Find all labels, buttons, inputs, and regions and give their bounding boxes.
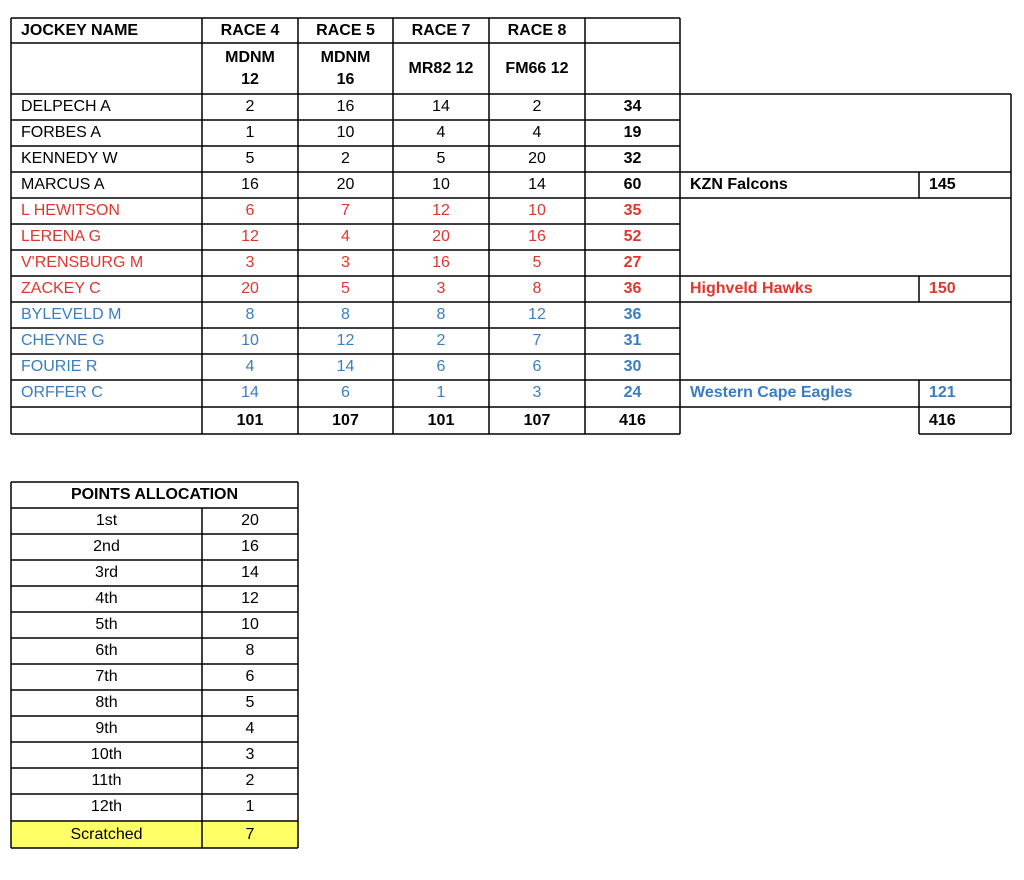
jockey-name: FOURIE R [21,358,98,375]
race-points: 20 [336,176,355,193]
race-points: 8 [341,306,350,323]
points-place: 2nd [93,538,120,555]
race-total: 101 [236,411,264,429]
race-points: 3 [436,280,446,297]
points-place: 11th [91,772,122,789]
race-points: 6 [341,384,350,401]
race-points: 14 [336,358,355,375]
race-total: 107 [523,411,551,429]
race-points: 6 [436,358,446,375]
race-points: 16 [241,176,259,193]
race-points: 8 [245,306,255,323]
race-total: 107 [332,411,359,429]
header-race-class-number-0: 12 [241,71,259,88]
race-points: 14 [241,384,259,401]
jockey-name: MARCUS A [21,176,105,193]
team-name: KZN Falcons [690,176,788,193]
jockey-name: CHEYNE G [21,332,105,349]
race-points: 2 [436,332,446,349]
race-points: 4 [341,228,350,245]
header-race-class-number-1: 16 [336,71,355,88]
race-points: 5 [341,280,350,297]
jockey-total: 32 [623,150,642,167]
points-place: 1st [95,512,118,529]
race-points: 14 [432,98,450,115]
points-value: 7 [245,825,255,843]
race-points: 2 [245,98,255,115]
team-total: 150 [929,280,956,297]
jockey-name: ORFFER C [21,384,103,401]
race-points: 20 [241,280,259,297]
race-points: 16 [528,228,546,245]
points-place: 12th [90,798,123,815]
grand-total: 416 [619,411,646,429]
jockey-total: 19 [623,124,642,141]
points-place: 10th [90,746,123,763]
points-value: 12 [241,590,259,607]
points-allocation-title: POINTS ALLOCATION [70,486,239,503]
race-points: 10 [336,124,355,141]
jockey-total: 31 [623,332,642,349]
race-points: 3 [532,384,542,401]
race-points: 12 [528,306,546,323]
points-value: 14 [241,564,259,581]
points-value: 5 [245,694,255,711]
points-place: 4th [95,590,118,607]
points-value: 20 [241,512,259,529]
race-points: 6 [245,202,255,219]
race-points: 2 [532,98,542,115]
race-points: 10 [528,202,546,219]
race-points: 5 [532,254,542,271]
jockey-total: 24 [623,384,642,401]
race-points: 5 [436,150,446,167]
race-points: 20 [528,150,546,167]
race-points: 4 [532,124,542,141]
jockey-name: LERENA G [21,228,102,245]
jockey-name: BYLEVELD M [21,306,122,323]
teams-grand-total: 416 [929,411,956,429]
race-points: 20 [432,228,450,245]
team-total: 145 [929,176,956,193]
points-place: 7th [95,668,118,685]
race-points: 1 [436,384,446,401]
race-points: 16 [432,254,450,271]
points-value: 8 [245,642,255,659]
team-name: Highveld Hawks [690,280,813,297]
race-points: 2 [341,150,350,167]
header-jockey-name: JOCKEY NAME [21,21,139,39]
header-race-class-2: MR82 12 [408,59,474,77]
jockey-total: 35 [623,202,642,219]
race-points: 12 [336,332,355,349]
race-points: 4 [436,124,446,141]
race-points: 6 [532,358,542,375]
header-race-0: RACE 4 [220,21,280,39]
jockey-name: FORBES A [21,124,102,141]
points-value: 4 [245,720,255,737]
race-points: 8 [436,306,446,323]
race-points: 12 [241,228,259,245]
jockey-total: 52 [623,228,642,245]
race-points: 5 [245,150,255,167]
race-points: 10 [432,176,450,193]
header-race-class-1: MDNM [320,49,371,66]
points-value: 3 [245,746,255,763]
race-points: 1 [245,124,255,141]
jockey-name: DELPECH A [21,98,111,115]
jockey-name: L HEWITSON [21,202,120,219]
jockey-total: 36 [623,306,642,323]
jockey-total: 34 [623,98,642,115]
team-total: 121 [929,384,956,401]
points-value: 16 [241,538,259,555]
points-value: 2 [245,772,255,789]
points-place: 9th [95,720,118,737]
points-value: 6 [245,668,255,685]
header-race-3: RACE 8 [507,21,567,39]
race-points: 8 [532,280,542,297]
race-points: 10 [241,332,259,349]
points-place: Scratched [70,825,143,843]
race-total: 101 [427,411,455,429]
jockey-name: ZACKEY C [21,280,101,297]
points-value: 1 [245,798,255,815]
race-points: 7 [532,332,542,349]
race-points: 12 [432,202,450,219]
jockey-name: V'RENSBURG M [21,254,144,271]
jockey-name: KENNEDY W [21,150,118,167]
jockey-total: 36 [623,280,642,297]
points-place: 5th [95,616,118,633]
jockey-total: 60 [623,176,642,193]
race-points: 4 [245,358,255,375]
points-place: 6th [95,642,118,659]
race-points: 16 [336,98,355,115]
jockey-total: 27 [623,254,642,271]
race-points: 3 [341,254,350,271]
team-name: Western Cape Eagles [690,384,853,401]
header-race-class-3: FM66 12 [505,59,569,77]
points-value: 10 [241,616,259,633]
race-points: 14 [528,176,546,193]
header-race-2: RACE 7 [411,21,471,39]
race-points: 7 [341,202,350,219]
header-race-class-0: MDNM [225,49,275,66]
race-points: 3 [245,254,255,271]
jockey-total: 30 [623,358,642,375]
header-race-1: RACE 5 [316,21,375,39]
points-place: 3rd [94,564,119,581]
points-place: 8th [95,694,118,711]
